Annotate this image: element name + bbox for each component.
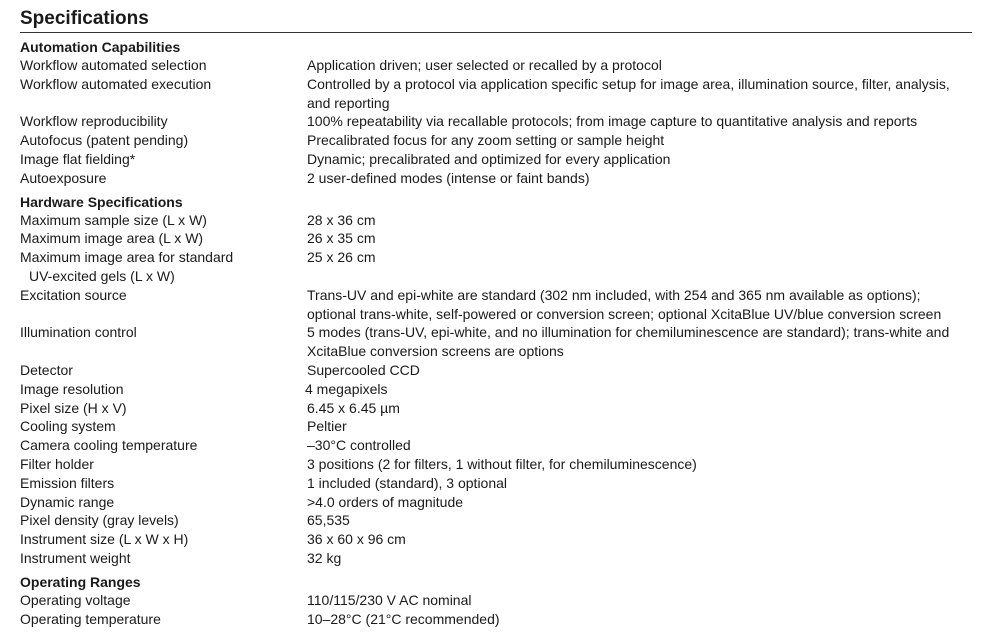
spec-row [20,436,972,455]
spec-label: Excitation source [20,286,127,303]
spec-row [20,150,972,169]
spec-row [20,549,972,568]
spec-label-line-1: Maximum image area for standard [20,249,234,266]
spec-value: 5 modes (trans-UV, epi-white, and no illumination for chemiluminescence are standard); trans-white and XcitaBlue conversion screens are options [307,324,950,360]
spec-value: 28 x 36 cm [307,211,376,228]
spec-label: Instrument weight [20,549,131,566]
specifications-page [20,8,972,628]
section-hardware-specifications [20,193,972,568]
spec-value: Supercooled CCD [307,361,420,378]
spec-value: Application driven; user selected or recalled by a protocol [307,57,662,73]
section-heading: Automation Capabilities [20,39,181,55]
spec-label: Autofocus (patent pending) [20,132,189,149]
section-heading: Hardware Specifications [20,193,183,210]
spec-row [20,229,972,248]
spec-value: Dynamic; precalibrated and optimized for every application [307,150,671,167]
spec-label: Instrument size (L x W x H) [20,531,189,548]
spec-row [20,493,972,512]
spec-row [20,417,972,436]
spec-label: Filter holder [20,455,94,472]
spec-row [20,361,972,380]
spec-label: Pixel density (gray levels) [20,512,179,529]
spec-value: 100% repeatability via recallable protocols; from image capture to quantitative analysis and reports [307,113,918,130]
spec-value: 36 x 60 x 96 cm [307,531,406,548]
spec-row [20,455,972,474]
spec-value: 4 megapixels [305,380,388,397]
spec-row [20,511,972,530]
spec-value: 6.45 x 6.45 µm [307,399,400,416]
section-automation-capabilities [20,38,972,188]
spec-row [20,286,972,324]
spec-row [20,112,972,131]
page-title: Specifications [20,8,972,33]
spec-value: –30°C controlled [307,437,411,454]
spec-label: Workflow automated execution [20,75,212,92]
spec-value: 3 positions (2 for filters, 1 without filter, for chemiluminescence) [307,455,697,472]
spec-label: Emission filters [20,474,115,491]
spec-value: 110/115/230 V AC nominal [307,591,472,608]
spec-label: Pixel size (H x V) [20,399,127,416]
spec-label-line-2: UV-excited gels (L x W) [29,267,175,284]
spec-value: 2 user-defined modes (intense or faint bands) [307,169,590,186]
spec-row [20,323,972,361]
spec-value: 65,535 [307,512,350,529]
spec-label: Detector [20,361,73,378]
spec-label: Illumination control [20,324,137,341]
spec-row [20,474,972,493]
spec-value: Controlled by a protocol via application specific setup for image area, illumination source, filter, analysis, and reporting [307,75,950,111]
spec-label: Camera cooling temperature [20,437,198,454]
spec-value: 1 included (standard), 3 optional [307,474,508,491]
spec-value: Peltier [307,418,347,435]
spec-label: Cooling system [20,418,116,435]
spec-row [20,56,972,75]
spec-row [20,169,972,188]
spec-value: >4.0 orders of magnitude [307,493,464,510]
spec-label: Maximum image area (L x W) [20,230,204,247]
spec-value: Trans-UV and epi-white are standard (302 nm included, with 254 and 365 nm available as options); optional trans-white, self-powered or conversion screen; optional XcitaBlue UV/blue conversion screen [307,286,942,322]
spec-label: Operating voltage [20,591,131,608]
spec-label: Image flat fielding* [20,150,136,167]
spec-row [20,211,972,230]
spec-value: 10–28°C (21°C recommended) [307,610,500,627]
spec-label: Workflow automated selection [20,57,207,73]
spec-row [20,75,972,113]
spec-row [20,380,972,399]
spec-label: Operating temperature [20,610,161,627]
spec-row [20,248,972,286]
spec-label: Autoexposure [20,169,107,186]
spec-value: 25 x 26 cm [307,249,376,266]
spec-label: Dynamic range [20,493,115,510]
spec-row [20,591,972,610]
spec-row [20,530,972,549]
spec-value: 26 x 35 cm [307,230,376,247]
spec-label: Maximum sample size (L x W) [20,211,207,228]
spec-value: Precalibrated focus for any zoom setting or sample height [307,132,665,149]
spec-label: Image resolution [20,380,124,397]
spec-row [20,399,972,418]
spec-row [20,131,972,150]
spec-value: 32 kg [307,549,342,566]
spec-label: Workflow reproducibility [20,113,168,130]
section-heading: Operating Ranges [20,573,141,590]
spec-label [20,248,307,286]
spec-row [20,610,972,629]
section-operating-ranges [20,573,972,629]
